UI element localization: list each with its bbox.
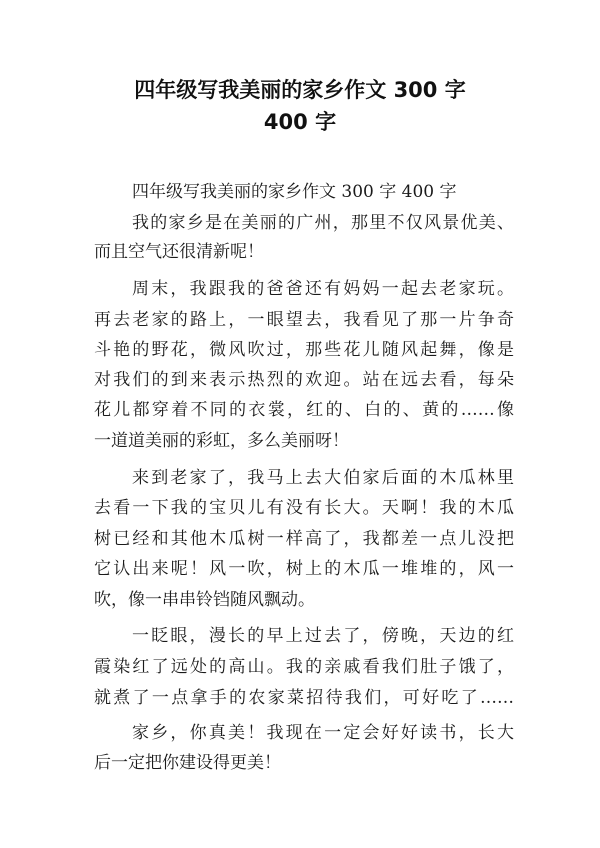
paragraph-line: 来到老家了，我马上去大伯家后面的木瓜林里 xyxy=(132,468,514,488)
paragraph-line: 花儿都穿着不同的衣裳，红的、白的、黄的……像 xyxy=(94,400,514,420)
document-title-line-2: 400 字 xyxy=(263,110,337,134)
paragraph-line: 斗艳的野花，微风吹过，那些花儿随风起舞，像是 xyxy=(94,340,514,360)
paragraph-line: 对我们的到来表示热烈的欢迎。站在远去看，每朵 xyxy=(94,370,514,390)
paragraph-line: 家乡，你真美！我现在一定会好好读书，长大 xyxy=(132,723,514,743)
paragraph-line: 一眨眼，漫长的早上过去了，傍晚，天边的红 xyxy=(132,626,514,646)
paragraph-line: 它认出来呢！风一吹，树上的木瓜一堆堆的，风一 xyxy=(94,559,514,579)
paragraph-line: 我的家乡是在美丽的广州，那里不仅风景优美、 xyxy=(132,213,514,233)
paragraph-line: 吹，像一串串铃铛随风飘动。 xyxy=(94,590,315,610)
paragraph-line: 去看一下我的宝贝儿有没有长大。天啊！我的木瓜 xyxy=(94,498,514,518)
paragraph-line: 再去老家的路上，一眼望去，我看见了那一片争奇 xyxy=(94,310,514,330)
paragraph-line: 后一定把你建设得更美！ xyxy=(94,753,281,773)
paragraph-line: 就煮了一点拿手的农家菜招待我们，可好吃了…… xyxy=(94,688,514,708)
document-title-line-1: 四年级写我美丽的家乡作文 300 字 xyxy=(134,78,466,102)
paragraph-line: 树已经和其他木瓜树一样高了，我都差一点儿没把 xyxy=(94,529,514,549)
paragraph-line: 霞染红了远处的高山。我的亲戚看我们肚子饿了， xyxy=(94,657,514,677)
document-subtitle: 四年级写我美丽的家乡作文 300 字 400 字 xyxy=(132,182,457,202)
paragraph-line: 而且空气还很清新呢！ xyxy=(94,242,264,262)
paragraph-line: 一道道美丽的彩虹，多么美丽呀！ xyxy=(94,431,349,451)
paragraph-line: 周末，我跟我的爸爸还有妈妈一起去老家玩。 xyxy=(132,279,514,299)
